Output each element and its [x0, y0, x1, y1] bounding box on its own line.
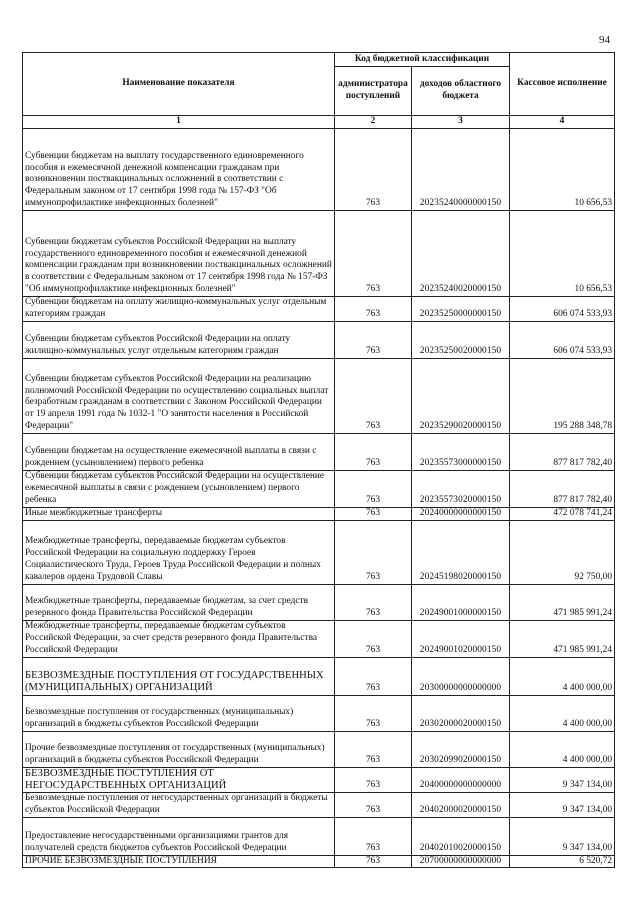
row-code: 20240000000000150: [412, 507, 510, 520]
row-name: Субвенции бюджетам субъектов Российской Федерации на оплату жилищно-коммунальных услуг отдельным категориям граждан: [23, 321, 335, 358]
header-admin: администратора поступлений: [335, 67, 412, 116]
table-row: [23, 620, 615, 657]
row-amount: 471 985 991,24: [510, 620, 615, 657]
row-admin: 763: [335, 470, 412, 507]
row-code: 20249001000000150: [412, 584, 510, 620]
row-name: Межбюджетные трансферты, передаваемые бюджетам субъектов Российской Федерации на социальную поддержку Героев Социалистического Труда, Героев Труда Российской Федерации и полных кавалеров ордена Трудовой Славы: [23, 520, 335, 584]
row-admin: 763: [335, 584, 412, 620]
row-amount: 877 817 782,40: [510, 433, 615, 470]
row-name: Прочие безвозмездные поступления от государственных (муниципальных) организаций в бюджеты субъектов Российской Федерации: [23, 731, 335, 767]
row-name: Безвозмездные поступления от негосударственных организаций в бюджеты субъектов Российской Федерации: [23, 793, 335, 818]
row-code: 20302099020000150: [412, 731, 510, 767]
row-code: 20235290020000150: [412, 358, 510, 433]
row-admin: 763: [335, 657, 412, 695]
row-admin: 763: [335, 321, 412, 358]
row-amount: 10 656,53: [510, 128, 615, 210]
row-amount: 472 078 741,24: [510, 507, 615, 520]
row-admin: 763: [335, 296, 412, 321]
table-header: [23, 53, 615, 129]
row-admin: 763: [335, 817, 412, 855]
row-code: 20235573020000150: [412, 470, 510, 507]
table-row: [23, 321, 615, 358]
table-row: [23, 358, 615, 433]
row-name: ПРОЧИЕ БЕЗВОЗМЕЗДНЫЕ ПОСТУПЛЕНИЯ: [23, 855, 335, 868]
row-name: Иные межбюджетные трансферты: [23, 507, 335, 520]
row-code: 20400000000000000: [412, 767, 510, 792]
row-admin: 763: [335, 507, 412, 520]
row-code: 20300000000000000: [412, 657, 510, 695]
table-row: [23, 520, 615, 584]
row-amount: 195 288 348,78: [510, 358, 615, 433]
row-code: 20235240000000150: [412, 128, 510, 210]
row-amount: 471 985 991,24: [510, 584, 615, 620]
row-admin: 763: [335, 855, 412, 868]
page-number: 94: [599, 34, 610, 46]
row-admin: 763: [335, 128, 412, 210]
row-code: 20700000000000000: [412, 855, 510, 868]
row-name: Межбюджетные трансферты, передаваемые бюджетам субъектов Российской Федерации, за счет средств резервного фонда Правительства Российской Федерации: [23, 620, 335, 657]
row-amount: 606 074 533,93: [510, 321, 615, 358]
row-admin: 763: [335, 731, 412, 767]
row-code: 20249001020000150: [412, 620, 510, 657]
row-amount: 4 400 000,00: [510, 731, 615, 767]
row-name: Субвенции бюджетам субъектов Российской Федерации на выплату государственного единовременного пособия и ежемесячной денежной компенсации гражданам при возникновении поствакцинальных осложнений в соответствии с Федеральным законом от 17 сентября 1998 года № 157-ФЗ "Об иммунопрофилактике инфекционных болезней": [23, 210, 335, 296]
row-admin: 763: [335, 767, 412, 792]
row-admin: 763: [335, 695, 412, 731]
row-name: Субвенции бюджетам на осуществление ежемесячной выплаты в связи с рождением (усыновлением) первого ребенка: [23, 433, 335, 470]
budget-table: [22, 52, 615, 868]
table-row: [23, 507, 615, 520]
col-num-2: 2: [335, 116, 412, 129]
table-row: [23, 470, 615, 507]
table-row: [23, 855, 615, 868]
row-amount: 10 656,53: [510, 210, 615, 296]
row-name: БЕЗВОЗМЕЗДНЫЕ ПОСТУПЛЕНИЯ ОТ НЕГОСУДАРСТВЕННЫХ ОРГАНИЗАЦИЙ: [23, 767, 335, 792]
row-admin: 763: [335, 358, 412, 433]
row-name: Субвенции бюджетам субъектов Российской Федерации на реализацию полномочий Российской Федерации по осуществлению социальных выплат безработным гражданам в соответствии с Законом Российской Федерации от 19 апреля 1991 года № 1032-1 "О занятости населения в Российской Федерации": [23, 358, 335, 433]
row-amount: 877 817 782,40: [510, 470, 615, 507]
row-name: Субвенции бюджетам субъектов Российской Федерации на осуществление ежемесячной выплаты в связи с рождением (усыновлением) первого ребенка: [23, 470, 335, 507]
row-amount: 6 520,72: [510, 855, 615, 868]
row-code: 20402010020000150: [412, 817, 510, 855]
table-row: [23, 433, 615, 470]
row-code: 20235573000000150: [412, 433, 510, 470]
header-amount: Кассовое исполнение: [510, 53, 615, 116]
header-income: доходов областного бюджета: [412, 67, 510, 116]
table-row: [23, 657, 615, 695]
row-name: Межбюджетные трансферты, передаваемые бюджетам, за счет средств резервного фонда Правительства Российской Федерации: [23, 584, 335, 620]
row-amount: 9 347 134,00: [510, 817, 615, 855]
col-num-1: 1: [23, 116, 335, 129]
table-row: [23, 695, 615, 731]
header-code-group: Код бюджетной классификации: [335, 53, 510, 67]
row-amount: 92 750,00: [510, 520, 615, 584]
row-code: 20235250020000150: [412, 321, 510, 358]
row-code: 20245198020000150: [412, 520, 510, 584]
row-admin: 763: [335, 620, 412, 657]
col-num-4: 4: [510, 116, 615, 129]
table-body: [23, 128, 615, 868]
row-admin: 763: [335, 520, 412, 584]
table-row: [23, 210, 615, 296]
row-name: Субвенции бюджетам на выплату государственного единовременного пособия и ежемесячной денежной компенсации гражданам при возникновении поствакцинальных осложнений в соответствии с Федеральным законом от 17 сентября 1998 года № 157-ФЗ "Об иммунопрофилактике инфекционных болезней": [23, 128, 335, 210]
row-admin: 763: [335, 210, 412, 296]
row-amount: 4 400 000,00: [510, 695, 615, 731]
row-code: 20235250000000150: [412, 296, 510, 321]
row-name: Безвозмездные поступления от государственных (муниципальных) организаций в бюджеты субъектов Российской Федерации: [23, 695, 335, 731]
column-numbers-row: [23, 116, 615, 129]
row-code: 20235240020000150: [412, 210, 510, 296]
header-name: Наименование показателя: [23, 53, 335, 116]
table-row: [23, 296, 615, 321]
row-code: 20402000020000150: [412, 793, 510, 818]
row-code: 20302000020000150: [412, 695, 510, 731]
row-amount: 606 074 533,93: [510, 296, 615, 321]
table-row: [23, 793, 615, 818]
row-amount: 9 347 134,00: [510, 793, 615, 818]
row-name: Субвенции бюджетам на оплату жилищно-коммунальных услуг отдельным категориям граждан: [23, 296, 335, 321]
table-row: [23, 128, 615, 210]
row-admin: 763: [335, 793, 412, 818]
col-num-3: 3: [412, 116, 510, 129]
row-amount: 4 400 000,00: [510, 657, 615, 695]
table-row: [23, 767, 615, 792]
row-admin: 763: [335, 433, 412, 470]
table-row: [23, 584, 615, 620]
table-row: [23, 731, 615, 767]
row-name: БЕЗВОЗМЕЗДНЫЕ ПОСТУПЛЕНИЯ ОТ ГОСУДАРСТВЕННЫХ (МУНИЦИПАЛЬНЫХ) ОРГАНИЗАЦИЙ: [23, 657, 335, 695]
row-name: Предоставление негосударственными организациями грантов для получателей средств бюджетов субъектов Российской Федерации: [23, 817, 335, 855]
table-row: [23, 817, 615, 855]
row-amount: 9 347 134,00: [510, 767, 615, 792]
